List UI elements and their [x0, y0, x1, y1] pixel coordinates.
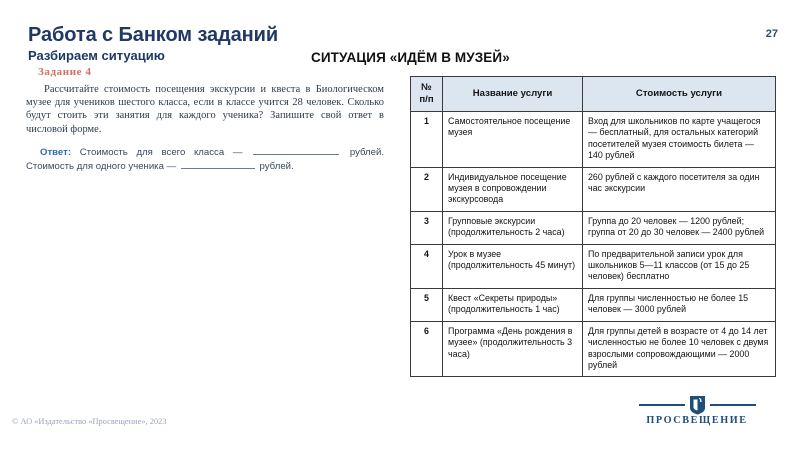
cell-service-price: 260 рублей с каждого посетителя за один час экскурсии	[583, 167, 776, 211]
task-label: Задание 4	[38, 66, 92, 78]
cell-row-number: 5	[411, 288, 443, 321]
column-header-number-line2: п/п	[419, 93, 434, 105]
column-header-number-line1: №	[421, 82, 432, 93]
table-row	[411, 288, 776, 321]
services-price-table	[410, 76, 776, 377]
table-row	[411, 321, 776, 377]
logo-rule-right	[710, 404, 756, 406]
page-number: 27	[765, 28, 778, 40]
table-row	[411, 211, 776, 244]
table-row	[411, 167, 776, 211]
answer-prompt	[26, 145, 384, 174]
table-row	[411, 244, 776, 288]
copyright-text: © АО «Издательство «Просвещение», 2023	[12, 417, 167, 426]
cell-service-price: Группа до 20 человек — 1200 рублей; группа от 20 до 30 человек — 2400 рублей	[583, 211, 776, 244]
task-panel	[26, 66, 384, 174]
column-header-service-price: Стоимость услуги	[583, 77, 776, 112]
answer-unit-1: рублей.	[349, 146, 385, 158]
cell-row-number: 6	[411, 321, 443, 377]
page-title: Работа с Банком заданий	[28, 24, 279, 46]
cell-service-name: Самостоятельное посещение музея	[443, 112, 583, 168]
cell-row-number: 1	[411, 112, 443, 168]
publisher-name: ПРОСВЕЩЕНИЕ	[646, 415, 748, 426]
answer-unit-2: рублей.	[259, 161, 294, 173]
table-row	[411, 112, 776, 168]
cell-service-price: По предварительной записи урок для школьников 5—11 классов (от 15 до 25 человек) бесплатно	[583, 244, 776, 288]
cell-service-price: Вход для школьников по карте учащегося — бесплатный, для остальных категорий посетителей музея стоимость билета — 140 рублей	[583, 112, 776, 168]
column-header-number	[411, 77, 443, 112]
task-body-text: Рассчитайте стоимость посещения экскурсии и квеста в Биологическом музее для учеников шестого класса, если в классе учится 28 человек. Сколько будут стоить эти занятия для каждого ученика? Запишите свой ответ в числовой форме.	[26, 84, 384, 135]
page-subtitle: Разбираем ситуацию	[28, 48, 165, 63]
cell-service-name: Индивидуальное посещение музея в сопровождении экскурсовода	[443, 167, 583, 211]
answer-text-part-1: Стоимость для всего класса —	[79, 146, 243, 158]
cell-service-name: Групповые экскурсии (продолжительность 2 часа)	[443, 211, 583, 244]
situation-heading: СИТУАЦИЯ «ИДЁМ В МУЗЕЙ»	[311, 50, 510, 65]
cell-service-price: Для группы численностью не более 15 человек — 3000 рублей	[583, 288, 776, 321]
cell-service-name: Квест «Секреты природы» (продолжительность 1 час)	[443, 288, 583, 321]
cell-service-price: Для группы детей в возрасте от 4 до 14 лет численностью не более 10 человек с двумя взрослыми сопровождающими — 2000 рублей	[583, 321, 776, 377]
cell-row-number: 2	[411, 167, 443, 211]
publisher-logo	[622, 394, 772, 434]
cell-service-name: Урок в музее (продолжительность 45 минут)	[443, 244, 583, 288]
answer-blank-per-student[interactable]	[181, 159, 255, 169]
column-header-service-name: Название услуги	[443, 77, 583, 112]
book-shield-icon	[689, 395, 706, 415]
answer-text-part-2: Стоимость для одного ученика —	[26, 161, 177, 173]
cell-service-name: Программа «День рождения в музее» (продолжительность 3 часа)	[443, 321, 583, 377]
logo-rule-row	[622, 394, 772, 416]
cell-row-number: 4	[411, 244, 443, 288]
answer-blank-class-total[interactable]	[253, 145, 339, 155]
logo-rule-left	[639, 404, 685, 406]
answer-word-label: Ответ:	[40, 146, 72, 158]
cell-row-number: 3	[411, 211, 443, 244]
table-header-row	[411, 77, 776, 112]
